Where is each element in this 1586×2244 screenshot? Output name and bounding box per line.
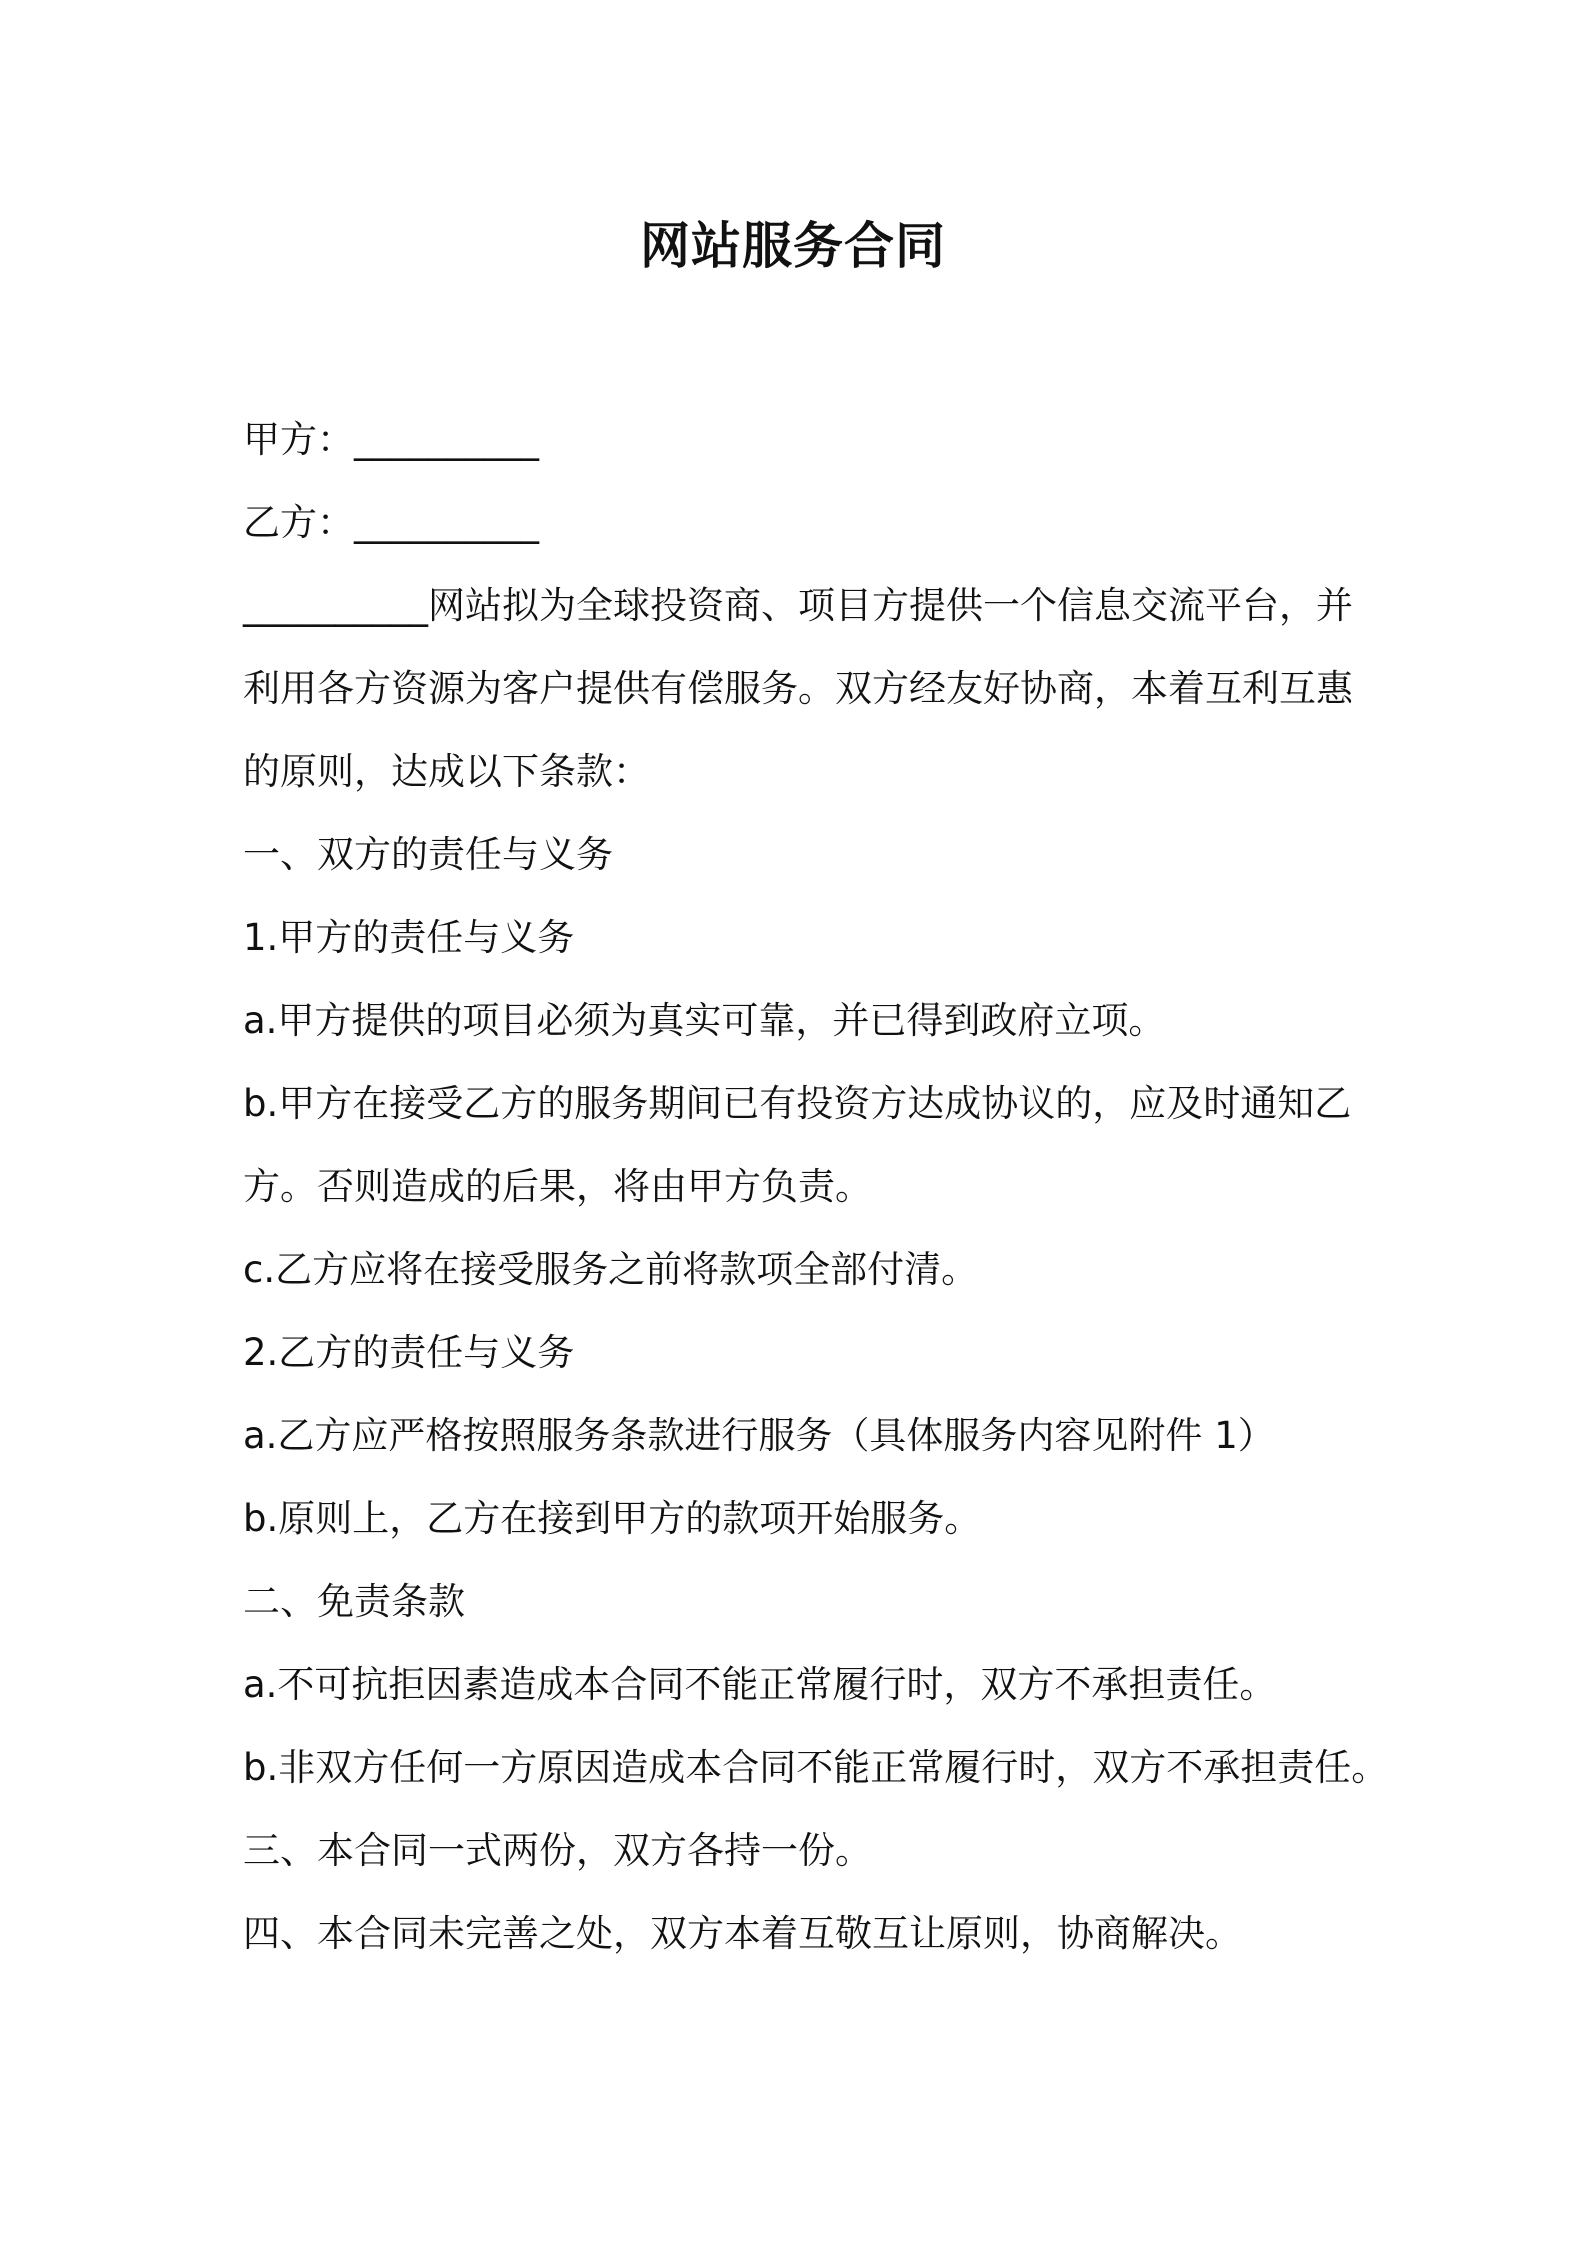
clause-1-2-a: a.乙方应严格按照服务条款进行服务（具体服务内容见附件 1） [243, 1414, 1275, 1457]
section-4: 四、本合同未完善之处，双方本着互敬互让原则，协商解决。 [243, 1912, 1242, 1955]
subsection-1-1-heading: 1.甲方的责任与义务 [243, 916, 575, 959]
section-3: 三、本合同一式两份，双方各持一份。 [243, 1829, 872, 1872]
clause-2-b: b.非双方任何一方原因造成本合同不能正常履行时，双方不承担责任。 [243, 1746, 1389, 1789]
section-1-heading: 一、双方的责任与义务 [243, 833, 613, 876]
party-a-line: 甲方：__________ [243, 418, 539, 461]
party-b-line: 乙方：__________ [243, 501, 539, 544]
intro-paragraph-line-2: 利用各方资源为客户提供有偿服务。双方经友好协商，本着互利互惠 [243, 667, 1353, 710]
document-title: 网站服务合同 [640, 217, 946, 275]
clause-1-1-b-line-1: b.甲方在接受乙方的服务期间已有投资方达成协议的，应及时通知乙 [243, 1082, 1352, 1125]
clause-2-a: a.不可抗拒因素造成本合同不能正常履行时，双方不承担责任。 [243, 1663, 1277, 1706]
clause-1-1-a: a.甲方提供的项目必须为真实可靠，并已得到政府立项。 [243, 999, 1166, 1042]
clause-1-2-b: b.原则上，乙方在接到甲方的款项开始服务。 [243, 1497, 982, 1540]
subsection-1-2-heading: 2.乙方的责任与义务 [243, 1331, 575, 1374]
clause-1-1-b-line-2: 方。否则造成的后果，将由甲方负责。 [243, 1165, 872, 1208]
intro-paragraph-line-1: __________网站拟为全球投资商、项目方提供一个信息交流平台，并 [243, 584, 1353, 627]
section-2-heading: 二、免责条款 [243, 1580, 465, 1623]
intro-paragraph-line-3: 的原则，达成以下条款： [243, 750, 650, 793]
clause-1-1-c: c.乙方应将在接受服务之前将款项全部付清。 [243, 1248, 979, 1291]
document-body [243, 398, 1389, 1975]
